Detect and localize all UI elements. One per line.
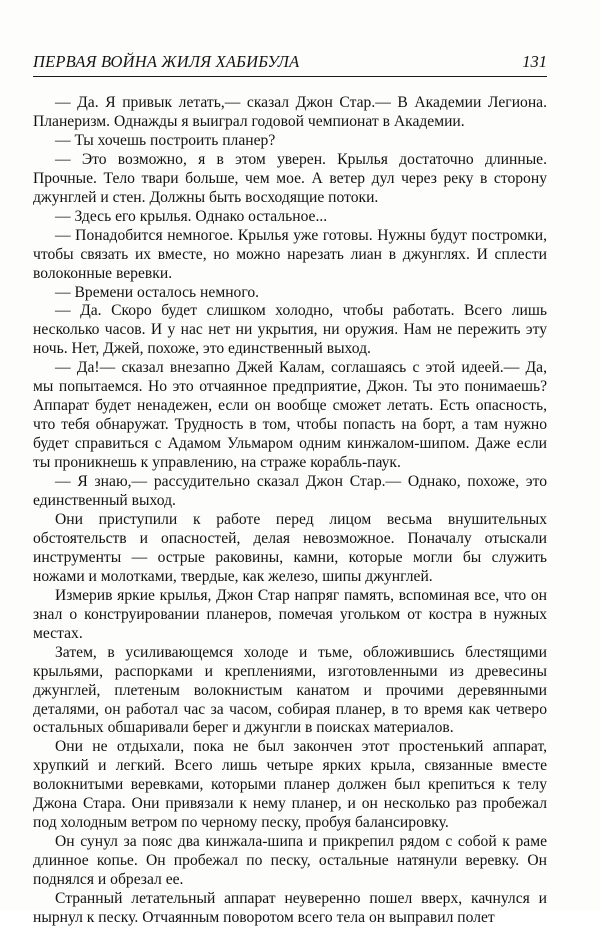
paragraph: — Да. Скоро будет слишком холодно, чтобы работать. Всего лишь несколько часов. И у нас нет ни укрытия, ни оружия. Нам не пережить эту ночь. Нет, Джей, похоже, это единственный выход. xyxy=(33,302,547,358)
paragraph: — Ты хочешь построить планер? xyxy=(55,131,276,149)
running-title: ПЕРВАЯ ВОЙНА ЖИЛЯ ХАБИБУЛА xyxy=(33,52,300,71)
paragraph: — Здесь его крылья. Однако остальное... xyxy=(55,207,328,225)
paragraph: Странный летательный аппарат неуверенно пошел вверх, качнулся и нырнул к песку. Отчаянным поворотом всего тела он выправил полет xyxy=(33,890,547,926)
paragraph: — Понадобится немногое. Крылья уже готовы. Нужны будут постромки, чтобы связать их вместе, но можно нарезать лиан в джунглях. И сплести волоконные веревки. xyxy=(33,226,547,282)
header-rule xyxy=(33,76,547,77)
paragraph: Затем, в усиливающемся холоде и тьме, обложившись блестящими крыльями, распорками и креплениями, изготовленными из древесины джунглей, плетеным волокнистым канатом и прочими деревянными деталями, он работал час за часом, собирая планер, в то время как четверо остальных обшаривали берег и джунгли в поисках материалов. xyxy=(33,643,547,737)
paragraph: Измерив яркие крылья, Джон Стар напряг память, вспоминая все, что он знал о конструировании планеров, помечая угольком от костра в нужных местах. xyxy=(33,586,547,642)
paragraph: Они не отдыхали, пока не был закончен этот простенький аппарат, хрупкий и легкий. Всего лишь четыре ярких крыла, связанные вместе волокнитыми веревками, которыми планер должен был крепиться к телу Джона Стара. Они привязали к нему планер, и он несколько раз пробежал под холодным ветром по черному песку, пробуя балансировку. xyxy=(33,738,547,832)
paragraph: — Да!— сказал внезапно Джей Калам, соглашаясь с этой идеей.— Да, мы попытаемся. Но это отчаянное предприятие, Джон. Ты это понимаешь? Аппарат будет ненадежен, если он вообще сможет летать. Есть опасность, что тебя обнаружат. Трудность в том, чтобы попасть на борт, а там нужно будет справиться с Адамом Ульмаром одним кинжалом-шипом. Даже если ты проникнешь к управлению, на страже корабль-паук. xyxy=(33,359,547,472)
body-text xyxy=(33,94,547,928)
paragraph: — Я знаю,— рассудительно сказал Джон Стар.— Однако, похоже, это единственный выход. xyxy=(33,473,547,510)
paragraph: — Времени осталось немного. xyxy=(55,283,260,301)
page-number: 131 xyxy=(522,52,547,71)
running-head xyxy=(33,52,547,78)
paragraph: — Это возможно, я в этом уверен. Крылья достаточно длинные. Прочные. Тело твари больше, чем мое. А ветер дул через реку в сторону джунглей и стен. Должны быть восходящие потоки. xyxy=(33,150,547,206)
paragraph: Он сунул за пояс два кинжала-шипа и прикрепил рядом с собой к раме длинное копье. Он пробежал по песку, остальные натянули веревку. Он поднялся и обрезал ее. xyxy=(33,833,547,889)
paragraph: Они приступили к работе перед лицом весьма внушительных обстоятельств и опасностей, делая невозможное. Поначалу отыскали инструменты — острые раковины, камни, которые могли бы служить ножами и молотками, твердые, как железо, шипы джунглей. xyxy=(33,510,547,585)
paragraph: — Да. Я привык летать,— сказал Джон Стар.— В Академии Легиона. Планеризм. Однажды я выиграл годовой чемпионат в Академии. xyxy=(33,94,547,130)
